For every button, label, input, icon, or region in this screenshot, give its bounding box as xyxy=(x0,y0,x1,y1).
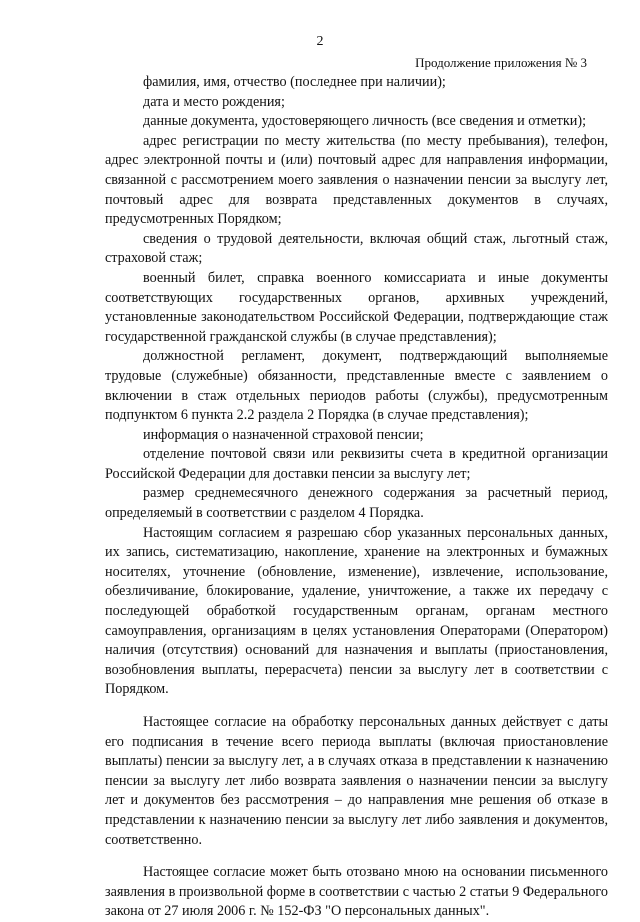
paragraph-identity-document: данные документа, удостоверяющего личность (все сведения и отметки); xyxy=(143,113,587,130)
paragraph-bank-details: отделение почтовой связи или реквизиты счета в кредитной организации Российской Федерации для доставки пенсии за выслугу лет; xyxy=(105,446,608,482)
paragraph-consent-scope: Настоящим согласием я разрешаю сбор указанных персональных данных, их запись, систематизацию, накопление, хранение на электронных и бумажных носителях, уточнение (обновление, изменение), извлечение, использование, обезличивание, блокирование, удаление, уничтожение, а также их передачу с последующей обработкой государственным органам, органам местного самоуправления, организациям в целях установления Операторами (Оператором) наличия (отсутствия) оснований для назначения и выплаты (приостановления, возобновления выплаты, перерасчета) пенсии за выслугу лет в соответствии с Порядком. xyxy=(105,524,608,698)
paragraph-full-name: фамилия, имя, отчество (последнее при наличии); xyxy=(143,74,446,90)
paragraph-insurance-pension: информация о назначенной страховой пенсии; xyxy=(143,426,424,443)
paragraph-military-id: военный билет, справка военного комиссариата и иные документы соответствующих государственных органов, архивных учреждений, установленные законодательством Российской Федерации, подтверждающие стаж государственной гражданской службы (в случае представления); xyxy=(105,269,608,345)
continuation-header: Продолжение приложения № 3 xyxy=(415,55,587,70)
page-number: 2 xyxy=(316,34,324,49)
paragraph-consent-duration: Настоящее согласие на обработку персональных данных действует с даты его подписания в течение всего периода выплаты (включая приостановление выплаты) пенсии за выслугу лет, а в случаях отказа в представлении к назначению пенсии за выслугу лет либо возврата заявления о назначении пенсии за выслугу лет и документов без рассмотрения – до направления мне решения об отказе в представлении к назначению пенсии за выслугу лет либо заявления и документов, соответственно. xyxy=(105,714,608,848)
paragraph-job-regulation: должностной регламент, документ, подтверждающий выполняемые трудовые (служебные) обязанности, представленные вместе с заявлением о включении в стаж отдельных периодов работы (службы), предусмотренным подпунктом 6 пункта 2.2 раздела 2 Порядка (в случае представления); xyxy=(105,348,608,424)
paragraph-consent-revocation: Настоящее согласие может быть отозвано мною на основании письменного заявления в произвольной форме в соответствии с частью 2 статьи 9 Федерального закона от 27 июля 2006 г. № 152-ФЗ "О персональных данных". xyxy=(105,864,608,920)
paragraph-work-history: сведения о трудовой деятельности, включая общий стаж, льготный стаж, страховой стаж; xyxy=(105,230,608,267)
paragraph-average-salary: размер среднемесячного денежного содержания за расчетный период, определяемый в соответствии с разделом 4 Порядка. xyxy=(105,485,608,522)
paragraph-birth-date-place: дата и место рождения; xyxy=(143,93,285,110)
paragraph-registration-address: адрес регистрации по месту жительства (по месту пребывания), телефон, адрес электронной почты и (или) почтовый адрес для направления информации, связанной с рассмотрением моего заявления о назначении пенсии за выслугу лет, почтовый адрес для возврата представленных документов в случаях, предусмотренных Порядком; xyxy=(105,132,608,228)
document-body xyxy=(105,73,608,922)
